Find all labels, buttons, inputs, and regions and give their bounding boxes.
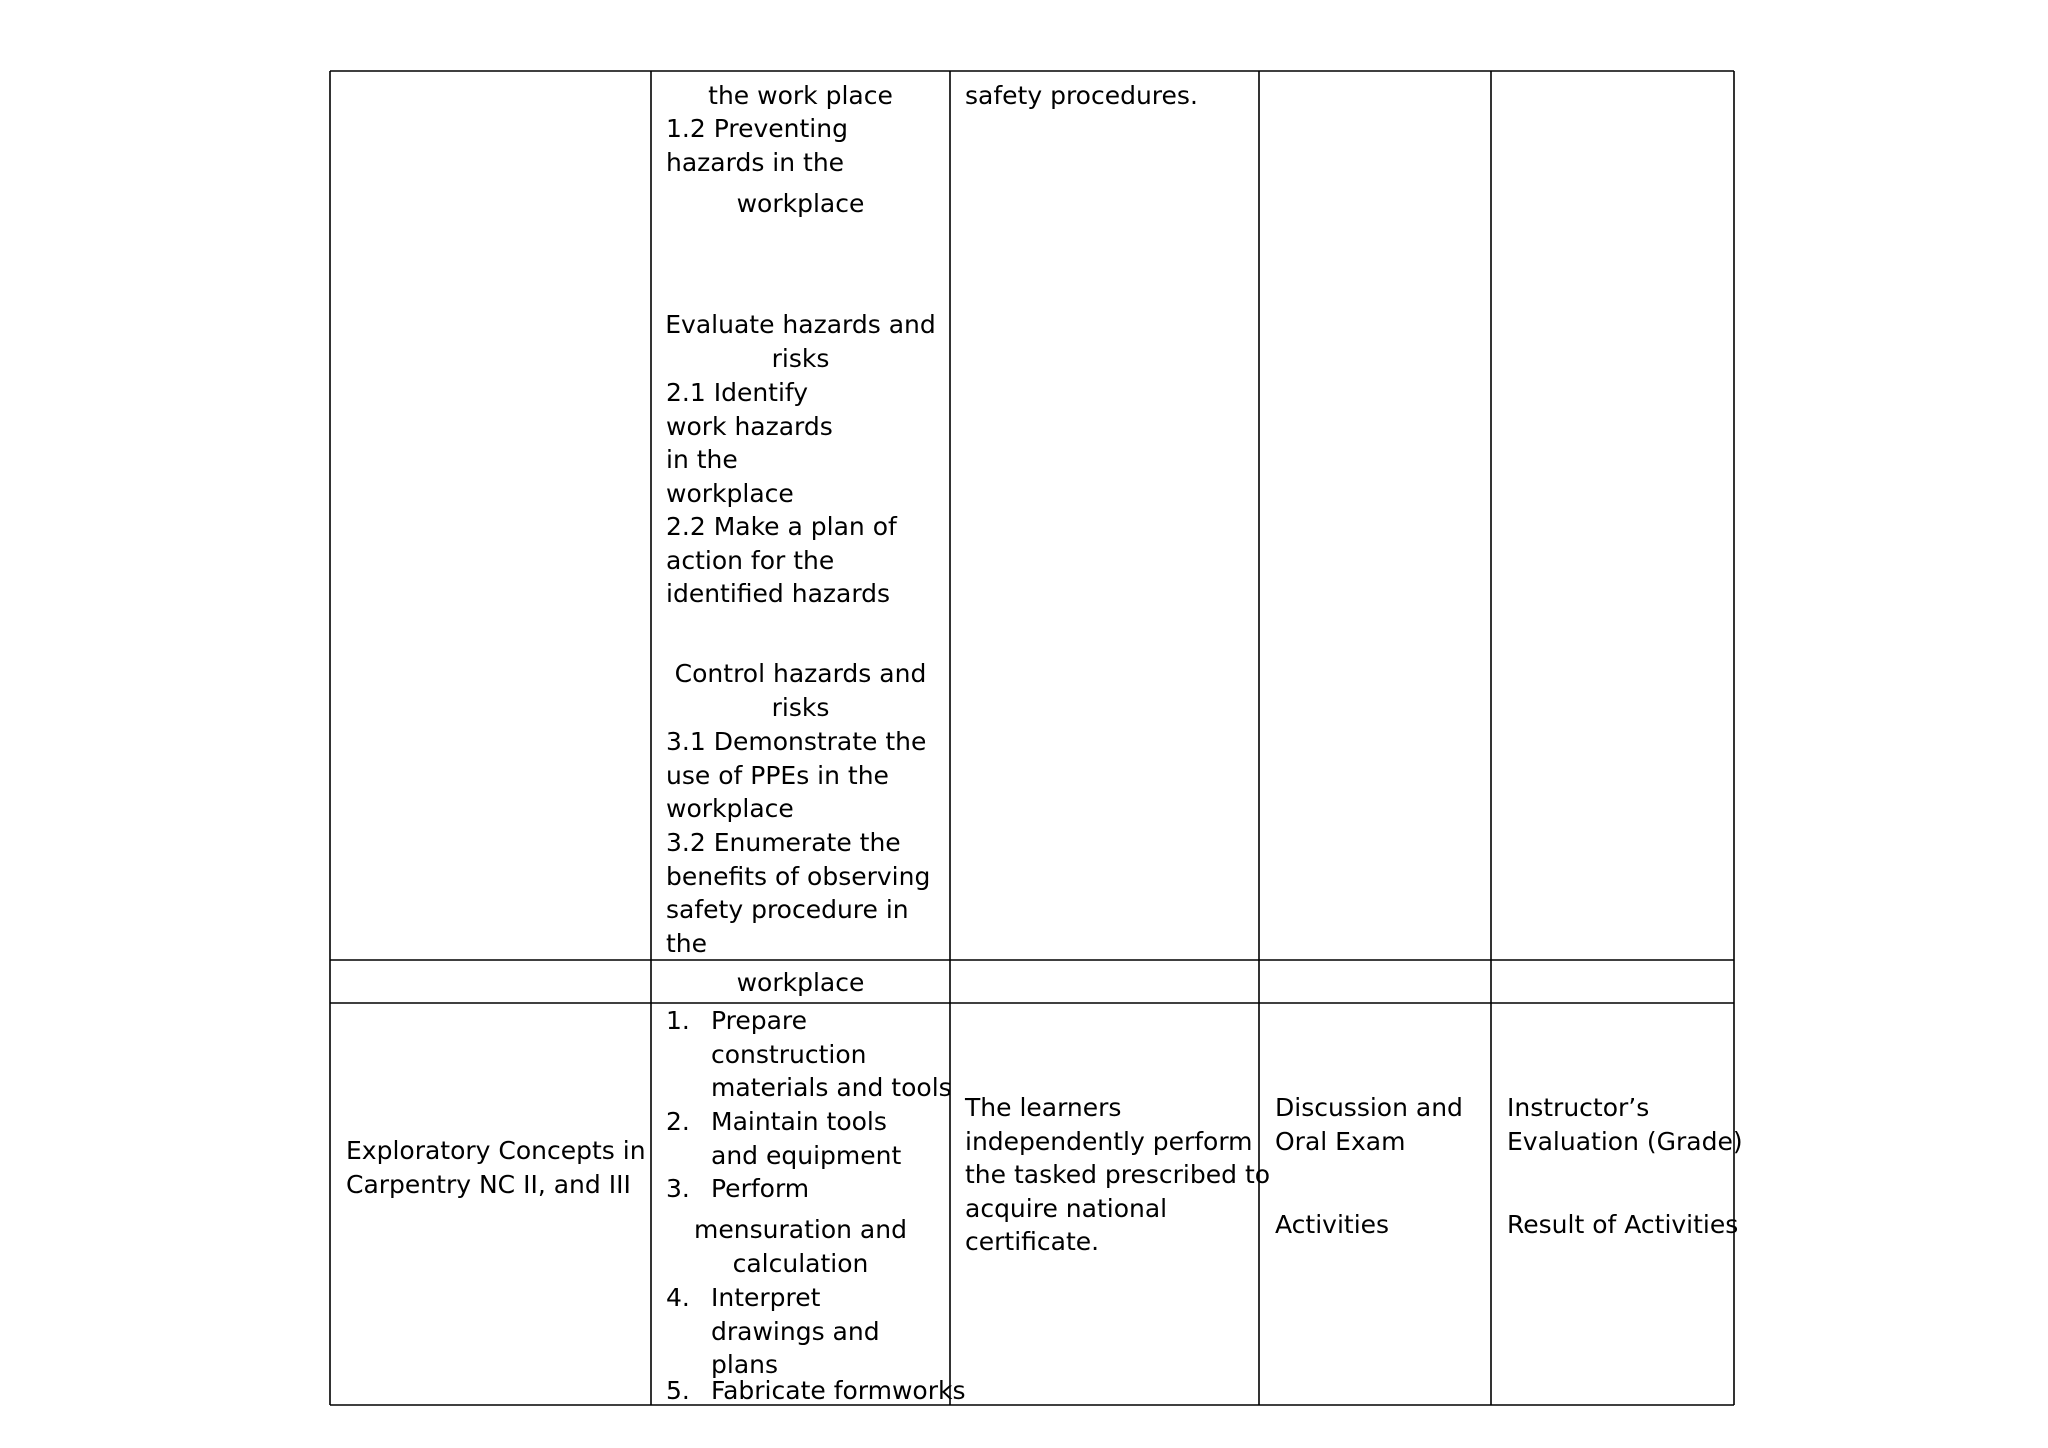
row1-col2-item-2-1: 2.1 Identify work hazards in the workplace (666, 378, 833, 508)
row3-col4-method-a: Discussion and Oral Exam (1275, 1093, 1463, 1156)
list-item-1-number: 1. (666, 1006, 690, 1035)
row3-col4-method-b: Activities (1275, 1210, 1390, 1239)
row1-col3-text: safety procedures. (965, 81, 1198, 110)
row1-col2-continued-line: the work place (708, 81, 893, 110)
row3-col5-assessment-a: Instructor’s Evaluation (Grade) (1507, 1093, 1743, 1156)
row1-col2-item-3-1: 3.1 Demonstrate the use of PPEs in the workplace (666, 727, 927, 823)
list-item-3-number: 3. (666, 1174, 690, 1203)
list-item-5-text: Fabricate formworks (711, 1376, 966, 1405)
row2-col2-text: workplace (736, 968, 865, 997)
list-item-4-text: Interpret drawings and plans (711, 1283, 880, 1379)
row1-col2-item-1-2-end: workplace (736, 189, 865, 218)
list-item-2-text: Maintain tools and equipment (711, 1107, 902, 1170)
row1-col2-item-1-2: 1.2 Preventing hazards in the (666, 114, 848, 177)
list-item-4-number: 4. (666, 1283, 690, 1312)
row1-col2-item-2-2: 2.2 Make a plan of action for the identified hazards (666, 512, 897, 608)
row3-col1-course-title: Exploratory Concepts in Carpentry NC II, and III (346, 1136, 646, 1199)
row1-col2-heading-evaluate-hazards: Evaluate hazards and risks (665, 310, 936, 373)
list-item-3-text: Perform (711, 1174, 810, 1203)
row3-col5-assessment-b: Result of Activities (1507, 1210, 1739, 1239)
row3-col3-learning-outcome: The learners independently perform the tasked prescribed to acquire national certificate. (965, 1093, 1271, 1256)
row1-col2-heading-control-hazards: Control hazards and risks (674, 659, 927, 722)
list-item-3-continuation: mensuration and calculation (694, 1215, 907, 1278)
list-item-5-number: 5. (666, 1376, 690, 1405)
list-item-1-text: Prepare construction materials and tools (711, 1006, 952, 1102)
list-item-2-number: 2. (666, 1107, 690, 1136)
row1-col2-item-3-2: 3.2 Enumerate the benefits of observing safety procedure in the (666, 828, 931, 958)
